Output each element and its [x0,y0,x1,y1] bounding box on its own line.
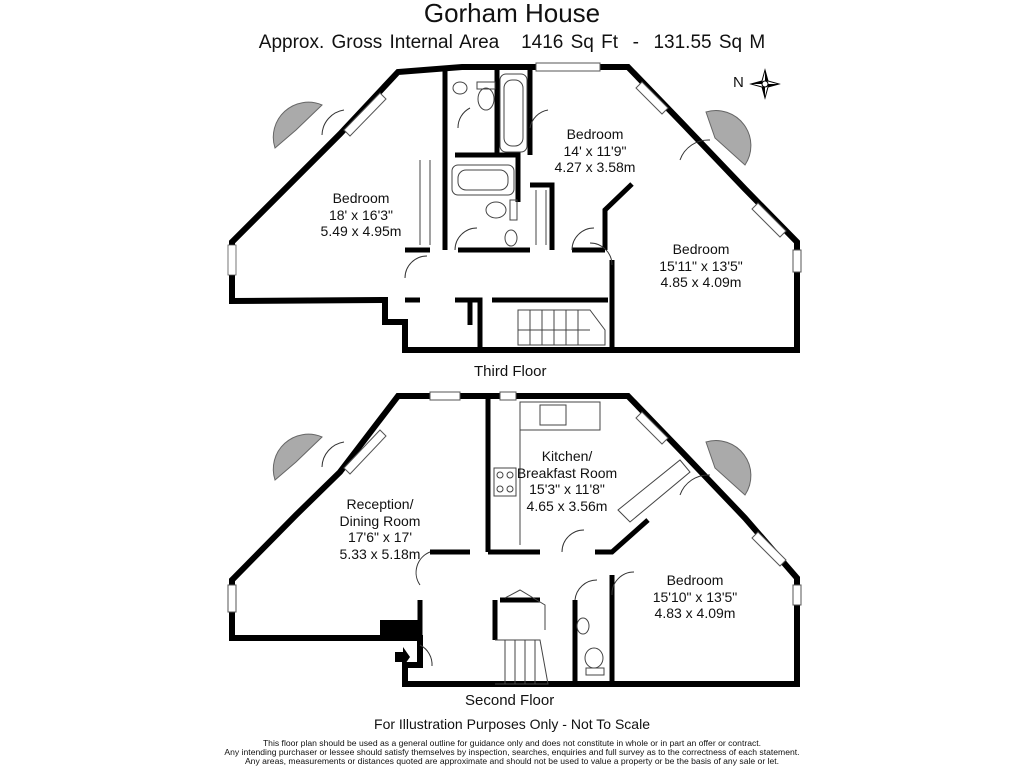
disclaimer-line-2: Any intending purchaser or lessee should satisfy themselves by inspection, searches, enquiries and full survey as to the correctness of each statement. [224,747,800,757]
area-label: Approx. Gross Internal Area [258,32,500,53]
disclaimer-line-3: Any areas, measurements or distances quoted are approximate and should not be used to value a property or be the basis of any sale or let. [244,756,780,766]
third-floor-bathroom-fixtures [420,74,546,246]
room-label: Bedroom 14' x 11'9" 4.27 x 3.58m [554,126,636,175]
room-label: Reception/ Dining Room 17'6" x 17' 5.33 x 5.18m [339,496,421,562]
second-floor-stairs [495,590,548,684]
third-floor-stairs [518,310,605,345]
room-label: Bedroom 15'11" x 13'5" 4.85 x 4.09m [659,241,743,290]
second-floor-plan [228,392,801,684]
area-sqft: 1416 Sq Ft [521,32,619,53]
room-label: Kitchen/ Breakfast Room 15'3" x 11'8" 4.65 x 3.56m [516,448,618,514]
compass-north-label: N [733,74,744,91]
page-title: Gorham House [423,0,601,28]
compass-rose-icon [751,70,779,98]
disclaimer-line-1: This floor plan should be used as a general outline for guidance only and does not constitute in whole or in part an offer or contract. [262,738,762,748]
third-floor-label: Third Floor [474,363,547,380]
area-sqm: 131.55 Sq M [653,32,766,53]
second-floor-wc-fixtures [577,618,604,675]
area-separator: - [632,32,639,53]
second-floor-column [380,620,418,638]
second-floor-label: Second Floor [465,692,555,709]
room-label: Bedroom 18' x 16'3" 5.49 x 4.95m [320,190,402,239]
room-label: Bedroom 15'10" x 13'5" 4.83 x 4.09m [652,572,738,621]
second-floor-interior-walls [420,396,648,684]
third-floor-interior-walls [405,67,632,350]
illustration-note: For Illustration Purposes Only - Not To Scale [374,716,650,732]
